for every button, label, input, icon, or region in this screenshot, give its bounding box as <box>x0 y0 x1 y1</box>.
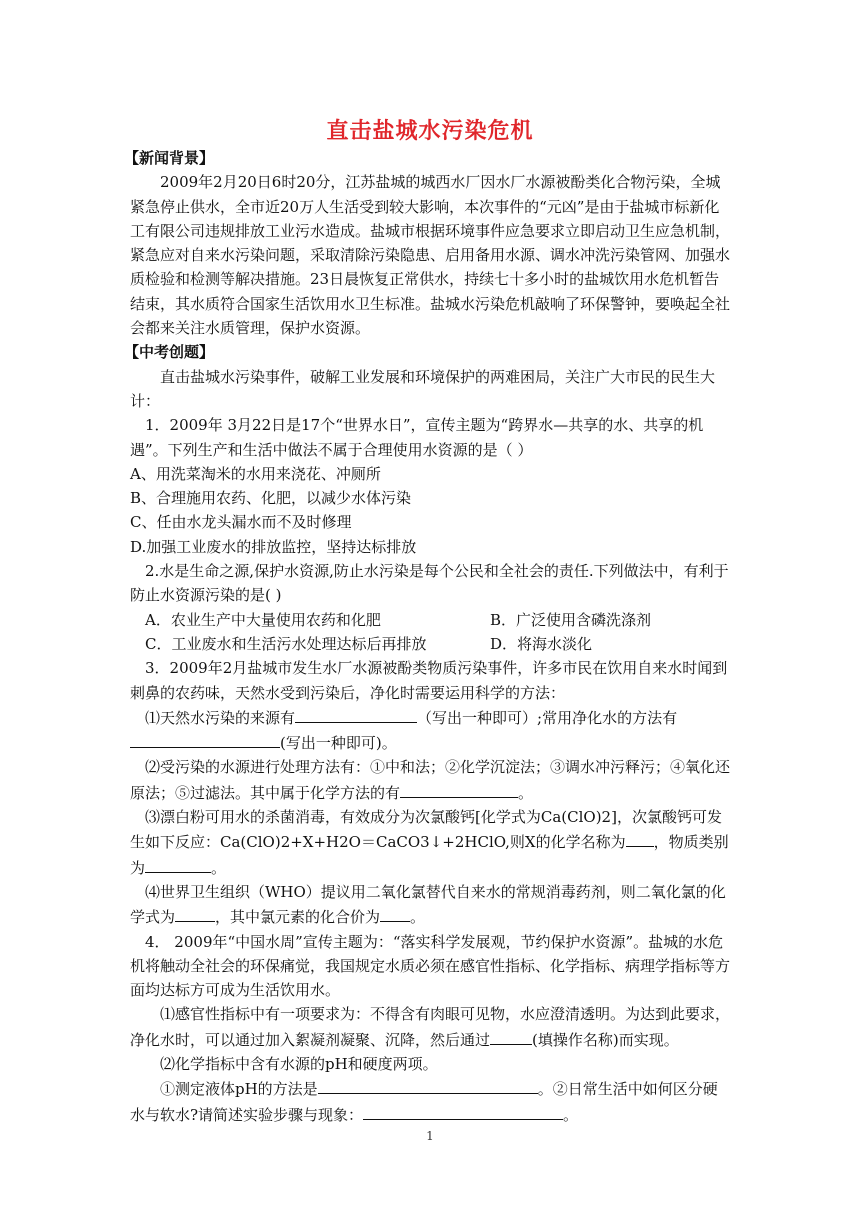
question-2-options-row-1 <box>130 608 730 632</box>
intro-paragraph: 直击盐城水污染事件，破解工业发展和环境保护的两难困局，关注广大市民的民生大计： <box>130 367 716 410</box>
answer-blank[interactable] <box>400 780 518 798</box>
question-1-option-b: B、合理施用农药、化肥，以减少水体污染 <box>130 489 412 508</box>
question-2-option-d: D．将海水淡化 <box>490 634 593 653</box>
answer-blank[interactable] <box>175 904 215 922</box>
question-3-part-2: ⑵受污染的水源进行处理方法有：①中和法；②化学沉淀法；③调水冲污释污；④氧化还原法；⑤过滤法。其中属于化学方法的有 。 <box>130 758 731 802</box>
answer-blank[interactable] <box>130 730 280 748</box>
question-3: 3．2009年2月盐城市发生水厂水源被酚类物质污染事件，许多市民在饮用自来水时闻到刺鼻的农药味，天然水受到污染后，净化时需要运用科学的方法： <box>130 659 728 702</box>
question-4-part-2: ⑵化学指标中含有水源的pH和硬度两项。 <box>160 1054 438 1073</box>
answer-blank[interactable] <box>318 1076 538 1094</box>
page-number: 1 <box>426 1129 434 1143</box>
answer-blank[interactable] <box>380 904 410 922</box>
news-paragraph: 2009年2月20日6时20分，江苏盐城的城西水厂因水厂水源被酚类化合物污染，全城紧急停止供水，全市近20万人生活受到较大影响，本次事件的“元凶”是由于盐城市标新化工有限公司违规排放工业污水造成。盐城市根据环境事件应急要求立即启动卫生应急机制，紧急应对自来水污染问题，采取清除污染隐患、启用备用水源、调水冲洗污染管网、加强水质检验和检测等解决措施。23日晨恢复正常供水，持续七十多小时的盐城饮用水危机暂告结束，其水质符合国家生活饮用水卫生标准。盐城水污染危机敲响了环保警钟，要唤起全社会都来关注水质管理，保护水资源。 <box>130 173 731 338</box>
question-1-option-d: D.加强工业废水的排放监控，坚持达标排放 <box>130 537 417 556</box>
question-2-options-row-2 <box>130 632 730 656</box>
answer-blank[interactable] <box>145 855 211 873</box>
page-title: 直击盐城水污染危机 <box>326 119 534 144</box>
question-1-option-c: C、任由水龙头漏水而不及时修理 <box>130 513 352 532</box>
question-1-option-a: A、用洗菜淘米的水用来浇花、冲厕所 <box>130 464 381 483</box>
question-3-part-4: ⑷世界卫生组织（WHO）提议用二氧化氯替代自来水的常规消毒药剂，则二氧化氯的化学式为 ，其中氯元素的化合价为 。 <box>130 882 726 927</box>
answer-blank[interactable] <box>295 705 417 723</box>
section-heading-news: 【新闻背景】 <box>124 149 215 167</box>
question-4-part-3: ①测定液体pH的方法是 。②日常生活中如何区分硬水与软水?请简述实验步骤与现象： 。 <box>130 1076 730 1127</box>
question-2-option-b: B．广泛使用含磷洗涤剂 <box>490 610 652 629</box>
question-4-part-1: ⑴感官性指标中有一项要求为：不得含有肉眼可见物，水应澄清透明。为达到此要求，净化水时，可以通过加入絮凝剂凝聚、沉降，然后通过 (填操作名称)而实现。 <box>130 1005 731 1049</box>
answer-blank[interactable] <box>490 1027 532 1045</box>
answer-blank[interactable] <box>363 1102 563 1120</box>
question-4: 4． 2009年“中国水周”宣传主题为：“落实科学发展观，节约保护水资源”。盐城的水危机将触动全社会的环保痛觉，我国规定水质必须在感官性指标、化学指标、病理学指标等方面均达标方可成为生活饮用水。 <box>130 932 731 1000</box>
question-3-part-3: ⑶漂白粉可用水的杀菌消毒，有效成分为次氯酸钙[化学式为Ca(ClO)2]，次氯酸钙可发生如下反应：Ca(ClO)2+X+H2O＝CaCO3↓+2HClO,则X的化学名称为 ，物质类别为 。 <box>130 808 729 877</box>
answer-blank[interactable] <box>626 829 654 847</box>
question-2-option-a: A．农业生产中大量使用农药和化肥 <box>145 610 381 629</box>
question-2: 2.水是生命之源,保护水资源,防止水污染是每个公民和全社会的责任.下列做法中，有利于防止水资源污染的是( ) <box>130 562 729 605</box>
question-3-part-1: ⑴天然水污染的来源有 （写出一种即可）;常用净化水的方法有(写出一种即可)。 <box>130 705 730 756</box>
document-body <box>124 146 731 1127</box>
question-2-option-c: C．工业废水和生活污水处理达标后再排放 <box>145 634 427 653</box>
question-1: 1．2009年 3月22日是17个“世界水日”，宣传主题为“跨界水—共享的水、共享的机遇”。下列生产和生活中做法不属于合理使用水资源的是（ ） <box>130 416 704 459</box>
section-heading-questions: 【中考创题】 <box>124 343 215 362</box>
